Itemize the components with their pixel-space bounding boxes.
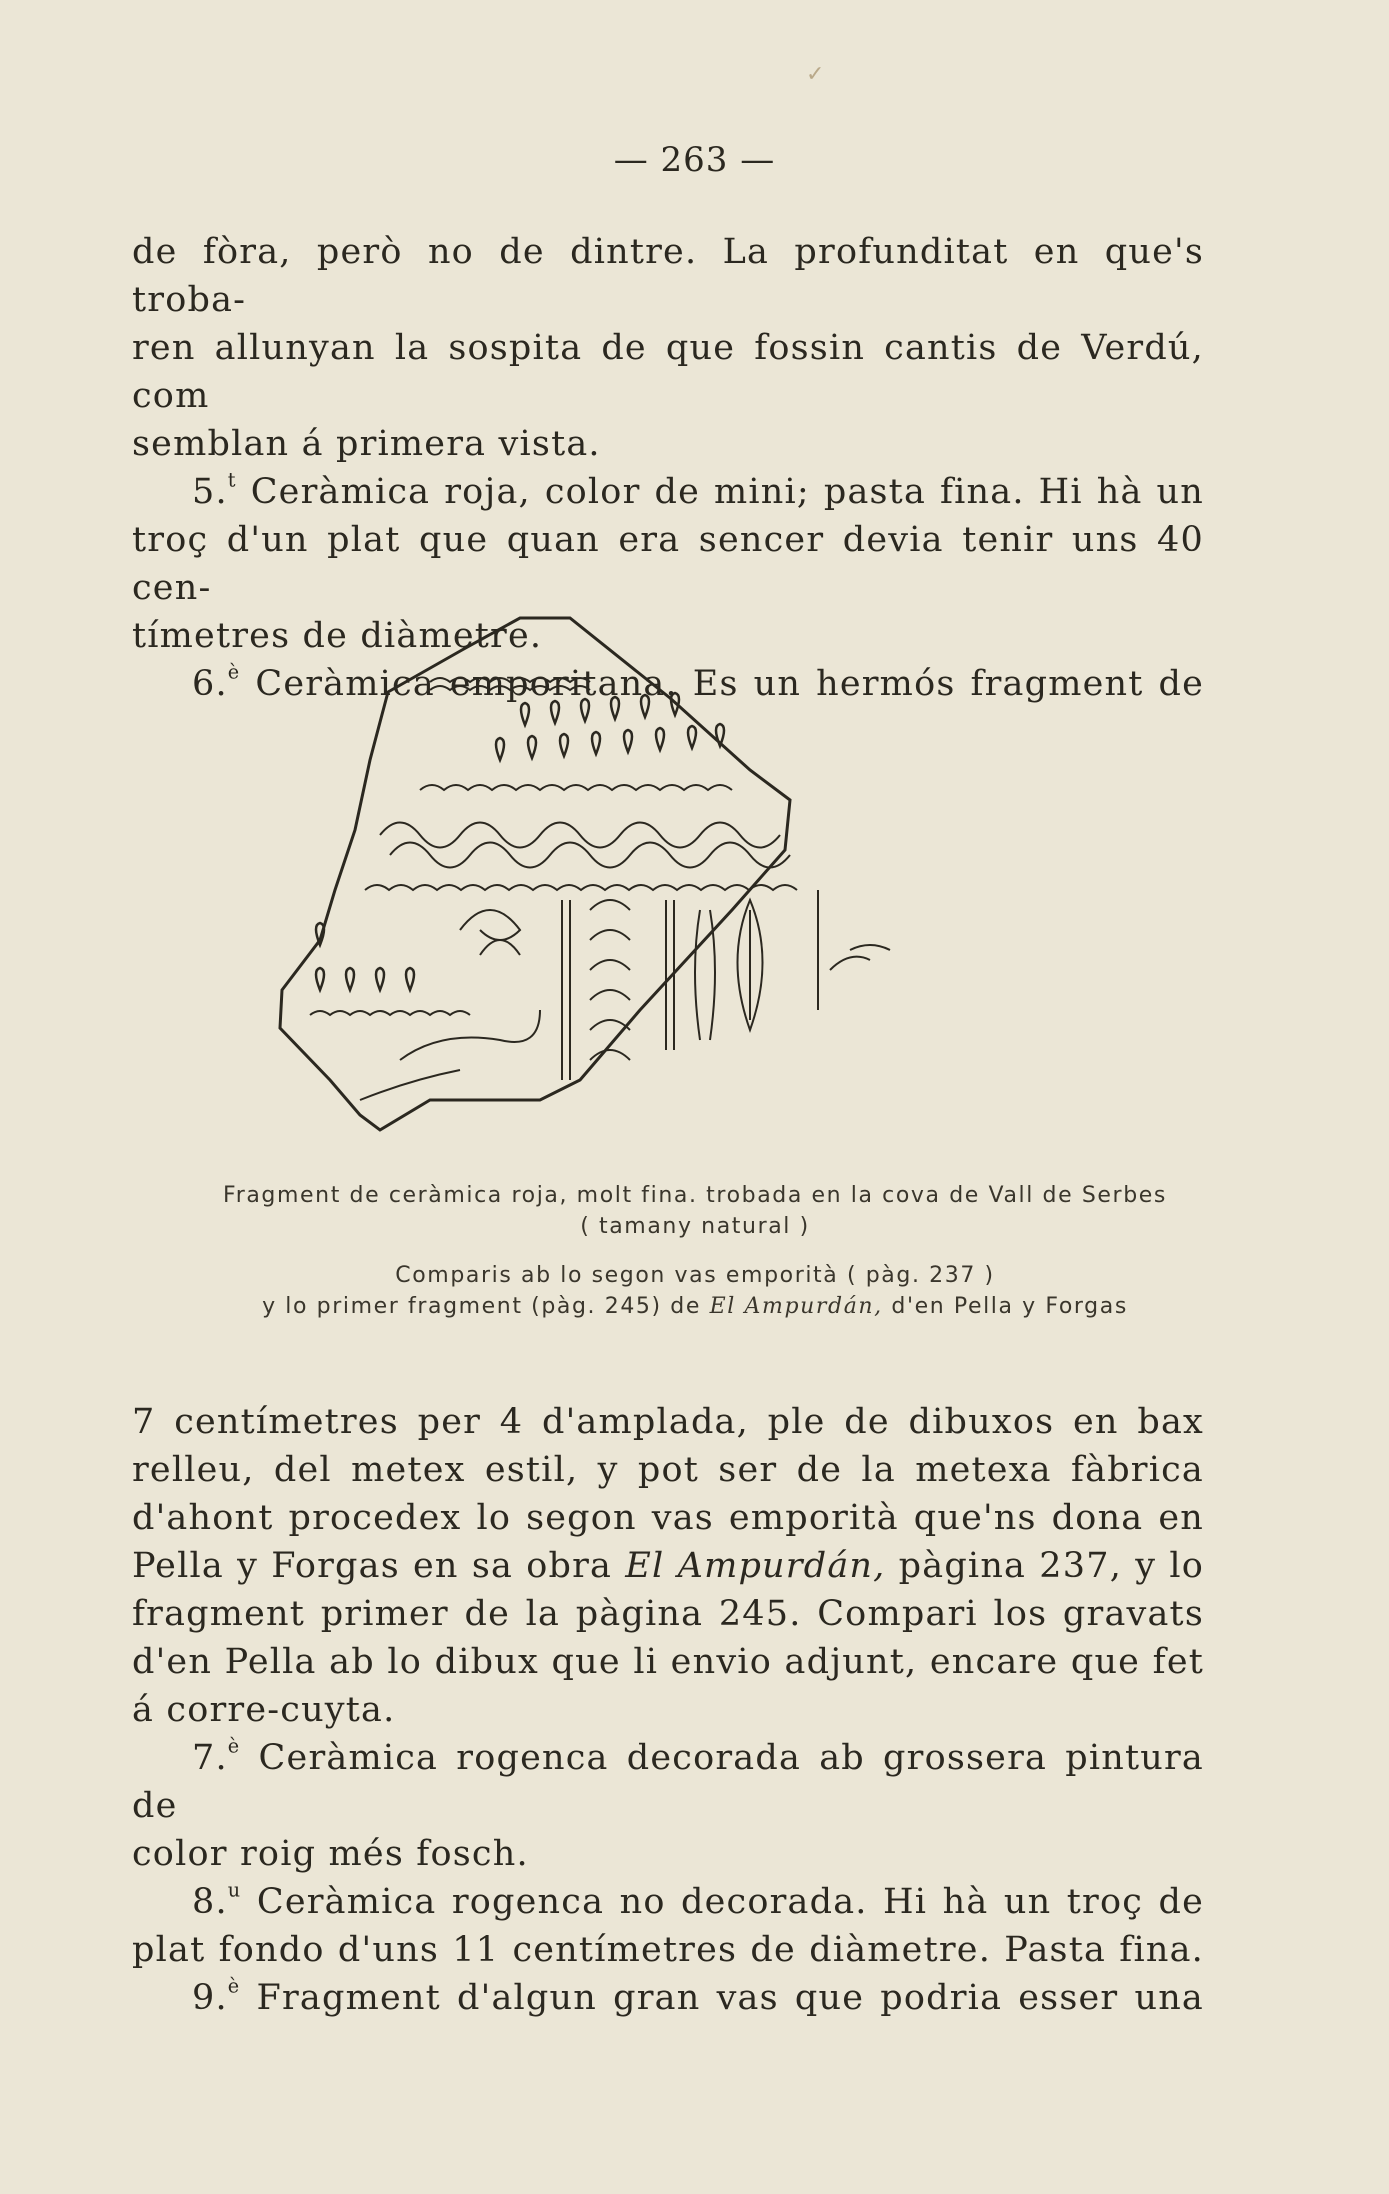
text-line: plat fondo d'uns 11 centímetres de diàmetre. Pasta fina. (132, 1930, 1204, 1970)
text-line: Ceràmica roja, color de mini; pasta fina. Hi hà un (236, 472, 1204, 512)
text-line: de fòra, però no de dintre. La profunditat en que's troba- (132, 232, 1204, 320)
caption-book-title: El Ampurdán, (709, 1294, 883, 1319)
item-sup: è (227, 660, 241, 684)
egg-row (316, 923, 414, 990)
leaf-motif (738, 900, 763, 1030)
item-number: 7. (192, 1738, 228, 1778)
scroll-band (380, 823, 790, 868)
item-7 (132, 1734, 1204, 1830)
page-number: — 263 — (613, 140, 776, 180)
item-number: 9. (192, 1978, 228, 2018)
item-5 (132, 468, 1204, 516)
item-number: 6. (192, 664, 228, 704)
text-line: Fragment d'algun gran vas que podria esser una (240, 1978, 1204, 2018)
caption-line (120, 1291, 1270, 1322)
wavy-band (420, 785, 732, 790)
item-sup: è (227, 1974, 241, 1998)
text-line: Ceràmica emporitana. Es un hermós fragment de (240, 664, 1204, 704)
text-segment: Pella y Forgas en sa obra (132, 1546, 626, 1586)
item-8 (132, 1878, 1204, 1926)
scroll-motif (360, 1010, 540, 1100)
caption-text: d'en Pella y Forgas (882, 1294, 1128, 1319)
scroll-motif (460, 910, 520, 955)
text-line (132, 1542, 1204, 1590)
caption-text: y lo primer fragment (pàg. 245) de (262, 1294, 710, 1319)
egg-row (496, 693, 724, 760)
wavy-band (310, 1011, 470, 1015)
text-line: color roig més fosch. (132, 1834, 529, 1874)
ceramic-fragment-illustration (270, 610, 1090, 1150)
text-line: troç d'un plat que quan era sencer devia tenir uns 40 cen- (132, 520, 1204, 608)
text-line: Ceràmica rogenca no decorada. Hi hà un troç de (241, 1882, 1204, 1922)
text-line: 7 centímetres per 4 d'amplada, ple de dibuxos en bax (132, 1402, 1204, 1442)
text-line: Ceràmica rogenca decorada ab grossera pintura de (132, 1738, 1204, 1826)
text-line: tímetres de diàmetre. (132, 616, 543, 656)
leaf-motif (695, 910, 715, 1040)
text-line: fragment primer de la pàgina 245. Compari los gravats (132, 1594, 1204, 1634)
fragment-outline (280, 618, 790, 1130)
item-number: 5. (192, 472, 228, 512)
bottom-paragraphs (132, 1398, 1204, 2022)
item-sup: è (227, 1734, 241, 1758)
text-line: d'ahont procedex lo segon vas emporità que'ns dona en (132, 1498, 1204, 1538)
book-title: El Ampurdán, (625, 1546, 886, 1586)
caption-line: Fragment de ceràmica roja, molt fina. trobada en la cova de Vall de Serbes (223, 1183, 1167, 1208)
leaf-motif (830, 945, 890, 970)
caption-line: Comparis ab lo segon vas emporità ( pàg. 237 ) (395, 1263, 995, 1288)
item-number: 8. (192, 1882, 228, 1922)
text-line: á corre-cuyta. (132, 1690, 396, 1730)
palmette (590, 900, 630, 1060)
item-9 (132, 1974, 1204, 2022)
figure-caption (120, 1180, 1270, 1322)
wavy-band (365, 885, 797, 890)
text-line: relleu, del metex estil, y pot ser de la metexa fàbrica (132, 1450, 1204, 1490)
pencil-mark: ✓ (806, 62, 825, 87)
text-line: semblan á primera vista. (132, 424, 601, 464)
text-line: d'en Pella ab lo dibux que li envio adjunt, encare que fet (132, 1642, 1204, 1682)
item-sup: t (227, 468, 237, 492)
wavy-band (430, 678, 590, 682)
wavy-band (430, 686, 590, 690)
text-segment: pàgina 237, y lo (885, 1546, 1204, 1586)
caption-line: ( tamany natural ) (580, 1214, 810, 1239)
item-sup: u (227, 1878, 242, 1902)
text-line: ren allunyan la sospita de que fossin cantis de Verdú, com (132, 328, 1204, 416)
